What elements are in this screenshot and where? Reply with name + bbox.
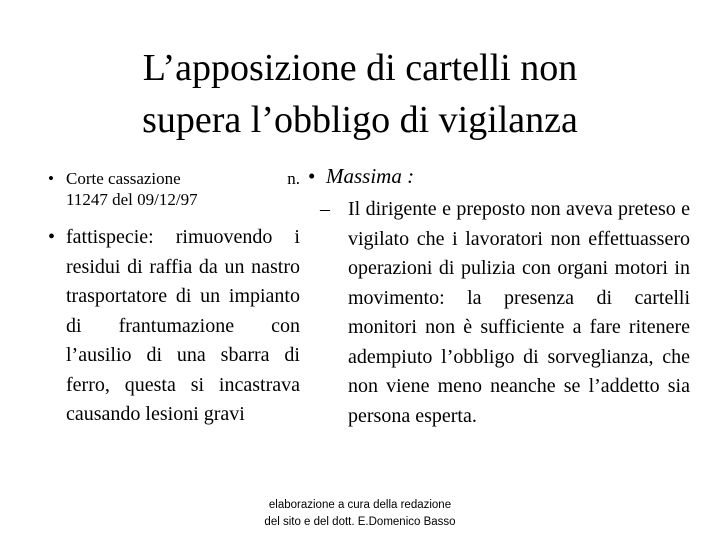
slide-title [0,42,720,146]
left-column [48,168,300,430]
title-line-1: L’apposizione di cartelli non [142,47,578,89]
bullet-icon: • [48,226,56,248]
credits-footer [240,497,480,531]
case-number-label: n. [287,169,300,188]
case-facts-text: fattispecie: rimuovendo i residui di raffia da un nastro trasportatore di un impianto di frantumazione con l’ausilio di una sbarra di ferro, questa si incastrava causando lesioni gravi [66,226,300,425]
title-line-2: supera l’obbligo di vigilanza [142,99,578,141]
bullet-icon: • [48,169,54,188]
case-number-date: 11247 del 09/12/97 [66,190,198,209]
bullet-icon: • [308,164,316,188]
case-reference-item [48,168,300,210]
credits-line-2: del sito e del dott. E.Domenico Basso [264,516,456,528]
right-column [308,162,690,431]
dash-icon: – [320,198,330,220]
credits-line-1: elaborazione a cura della redazione [268,499,452,511]
case-facts-item [48,223,300,430]
massima-sub-item [308,195,690,431]
massima-heading: Massima : [326,164,415,188]
case-reference-line [66,168,300,189]
massima-text: Il dirigente e preposto non aveva preteso e vigilato che i lavoratori non effettuassero operazioni di pulizia con organi motori in movimento: la presenza di cartelli monitori non è sufficiente a fare ritenere adempiuto l’obbligo di sorveglianza, che non viene meno neanche se l’addetto sia persona esperta. [348,198,690,427]
massima-heading-item [308,162,690,190]
case-court: Corte cassazione [66,169,181,188]
